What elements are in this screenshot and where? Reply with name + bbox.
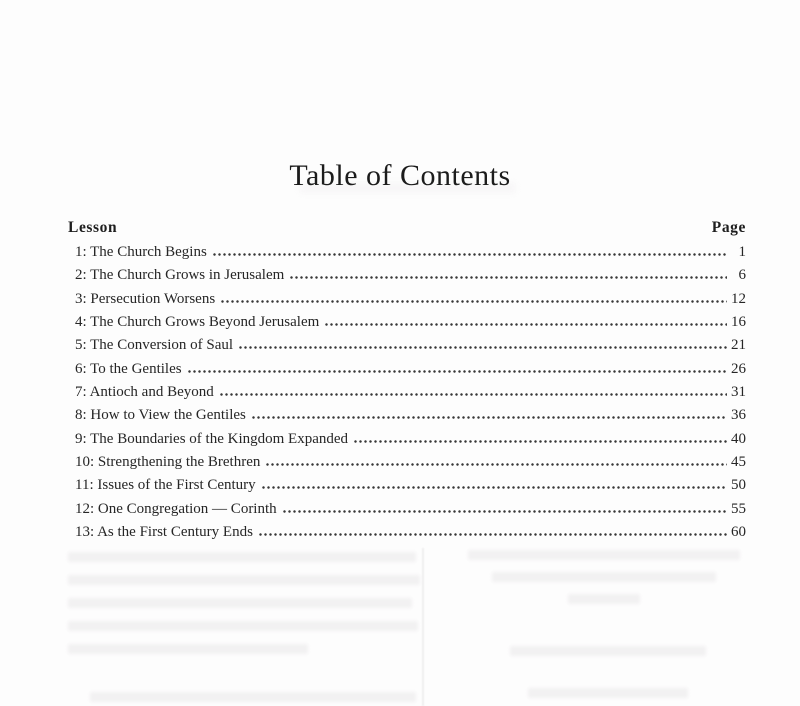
toc-entry-label: 7: Antioch and Beyond <box>75 384 214 401</box>
dot-leader <box>289 276 727 279</box>
toc-entry-page-number: 55 <box>731 500 746 517</box>
toc-entry-label: 5: The Conversion of Saul <box>75 337 234 354</box>
toc-entry <box>75 477 746 500</box>
table-of-contents <box>68 219 746 547</box>
toc-entry-page-number: 31 <box>731 384 746 401</box>
dot-leader <box>258 533 727 536</box>
dot-leader <box>265 463 727 466</box>
toc-entry-page-number: 1 <box>738 244 746 260</box>
toc-entry <box>75 524 746 547</box>
dot-leader <box>238 346 727 349</box>
toc-entry-label: 8: How to View the Gentiles <box>75 407 246 424</box>
toc-entry-page-number: 40 <box>731 430 746 447</box>
toc-entry-page-number: 16 <box>731 314 746 331</box>
toc-entry <box>75 431 746 454</box>
dot-leader <box>251 416 727 419</box>
toc-entry <box>75 244 746 267</box>
toc-entry-page-number: 45 <box>731 454 746 471</box>
toc-entry-label: 10: Strengthening the Brethren <box>75 454 261 471</box>
toc-column-page: Page <box>711 219 746 236</box>
toc-entry <box>75 407 746 430</box>
toc-entry-list <box>68 244 746 547</box>
dot-leader <box>220 300 727 303</box>
dot-leader <box>261 486 727 489</box>
toc-entry-page-number: 12 <box>731 290 746 307</box>
toc-entry-page-number: 26 <box>731 360 746 377</box>
toc-entry-page-number: 50 <box>731 477 746 494</box>
toc-entry-page-number: 6 <box>738 267 746 284</box>
toc-entry-label: 2: The Church Grows in Jerusalem <box>75 267 285 284</box>
toc-entry-label: 4: The Church Grows Beyond Jerusalem <box>75 314 320 331</box>
toc-entry-label: 3: Persecution Worsens <box>75 290 216 307</box>
toc-entry <box>75 361 746 384</box>
dot-leader <box>187 370 727 373</box>
dot-leader <box>353 440 727 443</box>
toc-header-row <box>68 219 746 237</box>
page-title: Table of Contents <box>289 159 511 192</box>
dot-leader <box>212 253 727 256</box>
dot-leader <box>219 393 727 396</box>
toc-entry-label: 12: One Congregation — Corinth <box>75 500 277 517</box>
toc-entry <box>75 314 746 337</box>
dot-leader <box>282 510 727 513</box>
toc-entry <box>75 501 746 524</box>
toc-entry-label: 9: The Boundaries of the Kingdom Expanded <box>75 430 349 447</box>
toc-entry-page-number: 21 <box>731 337 746 354</box>
toc-entry-label: 11: Issues of the First Century <box>75 477 256 494</box>
toc-entry <box>75 267 746 290</box>
toc-entry-label: 1: The Church Begins <box>75 244 207 260</box>
page-bleed-through <box>0 546 800 706</box>
toc-entry-label: 6: To the Gentiles <box>75 360 182 377</box>
bleed-through-column-divider <box>422 548 424 706</box>
toc-entry <box>75 337 746 360</box>
dot-leader <box>324 323 727 326</box>
toc-entry <box>75 291 746 314</box>
toc-entry-page-number: 60 <box>731 524 746 541</box>
toc-entry-page-number: 36 <box>731 407 746 424</box>
toc-column-lesson: Lesson <box>68 219 118 236</box>
toc-entry <box>75 384 746 407</box>
toc-entry <box>75 454 746 477</box>
toc-entry-label: 13: As the First Century Ends <box>75 524 253 541</box>
